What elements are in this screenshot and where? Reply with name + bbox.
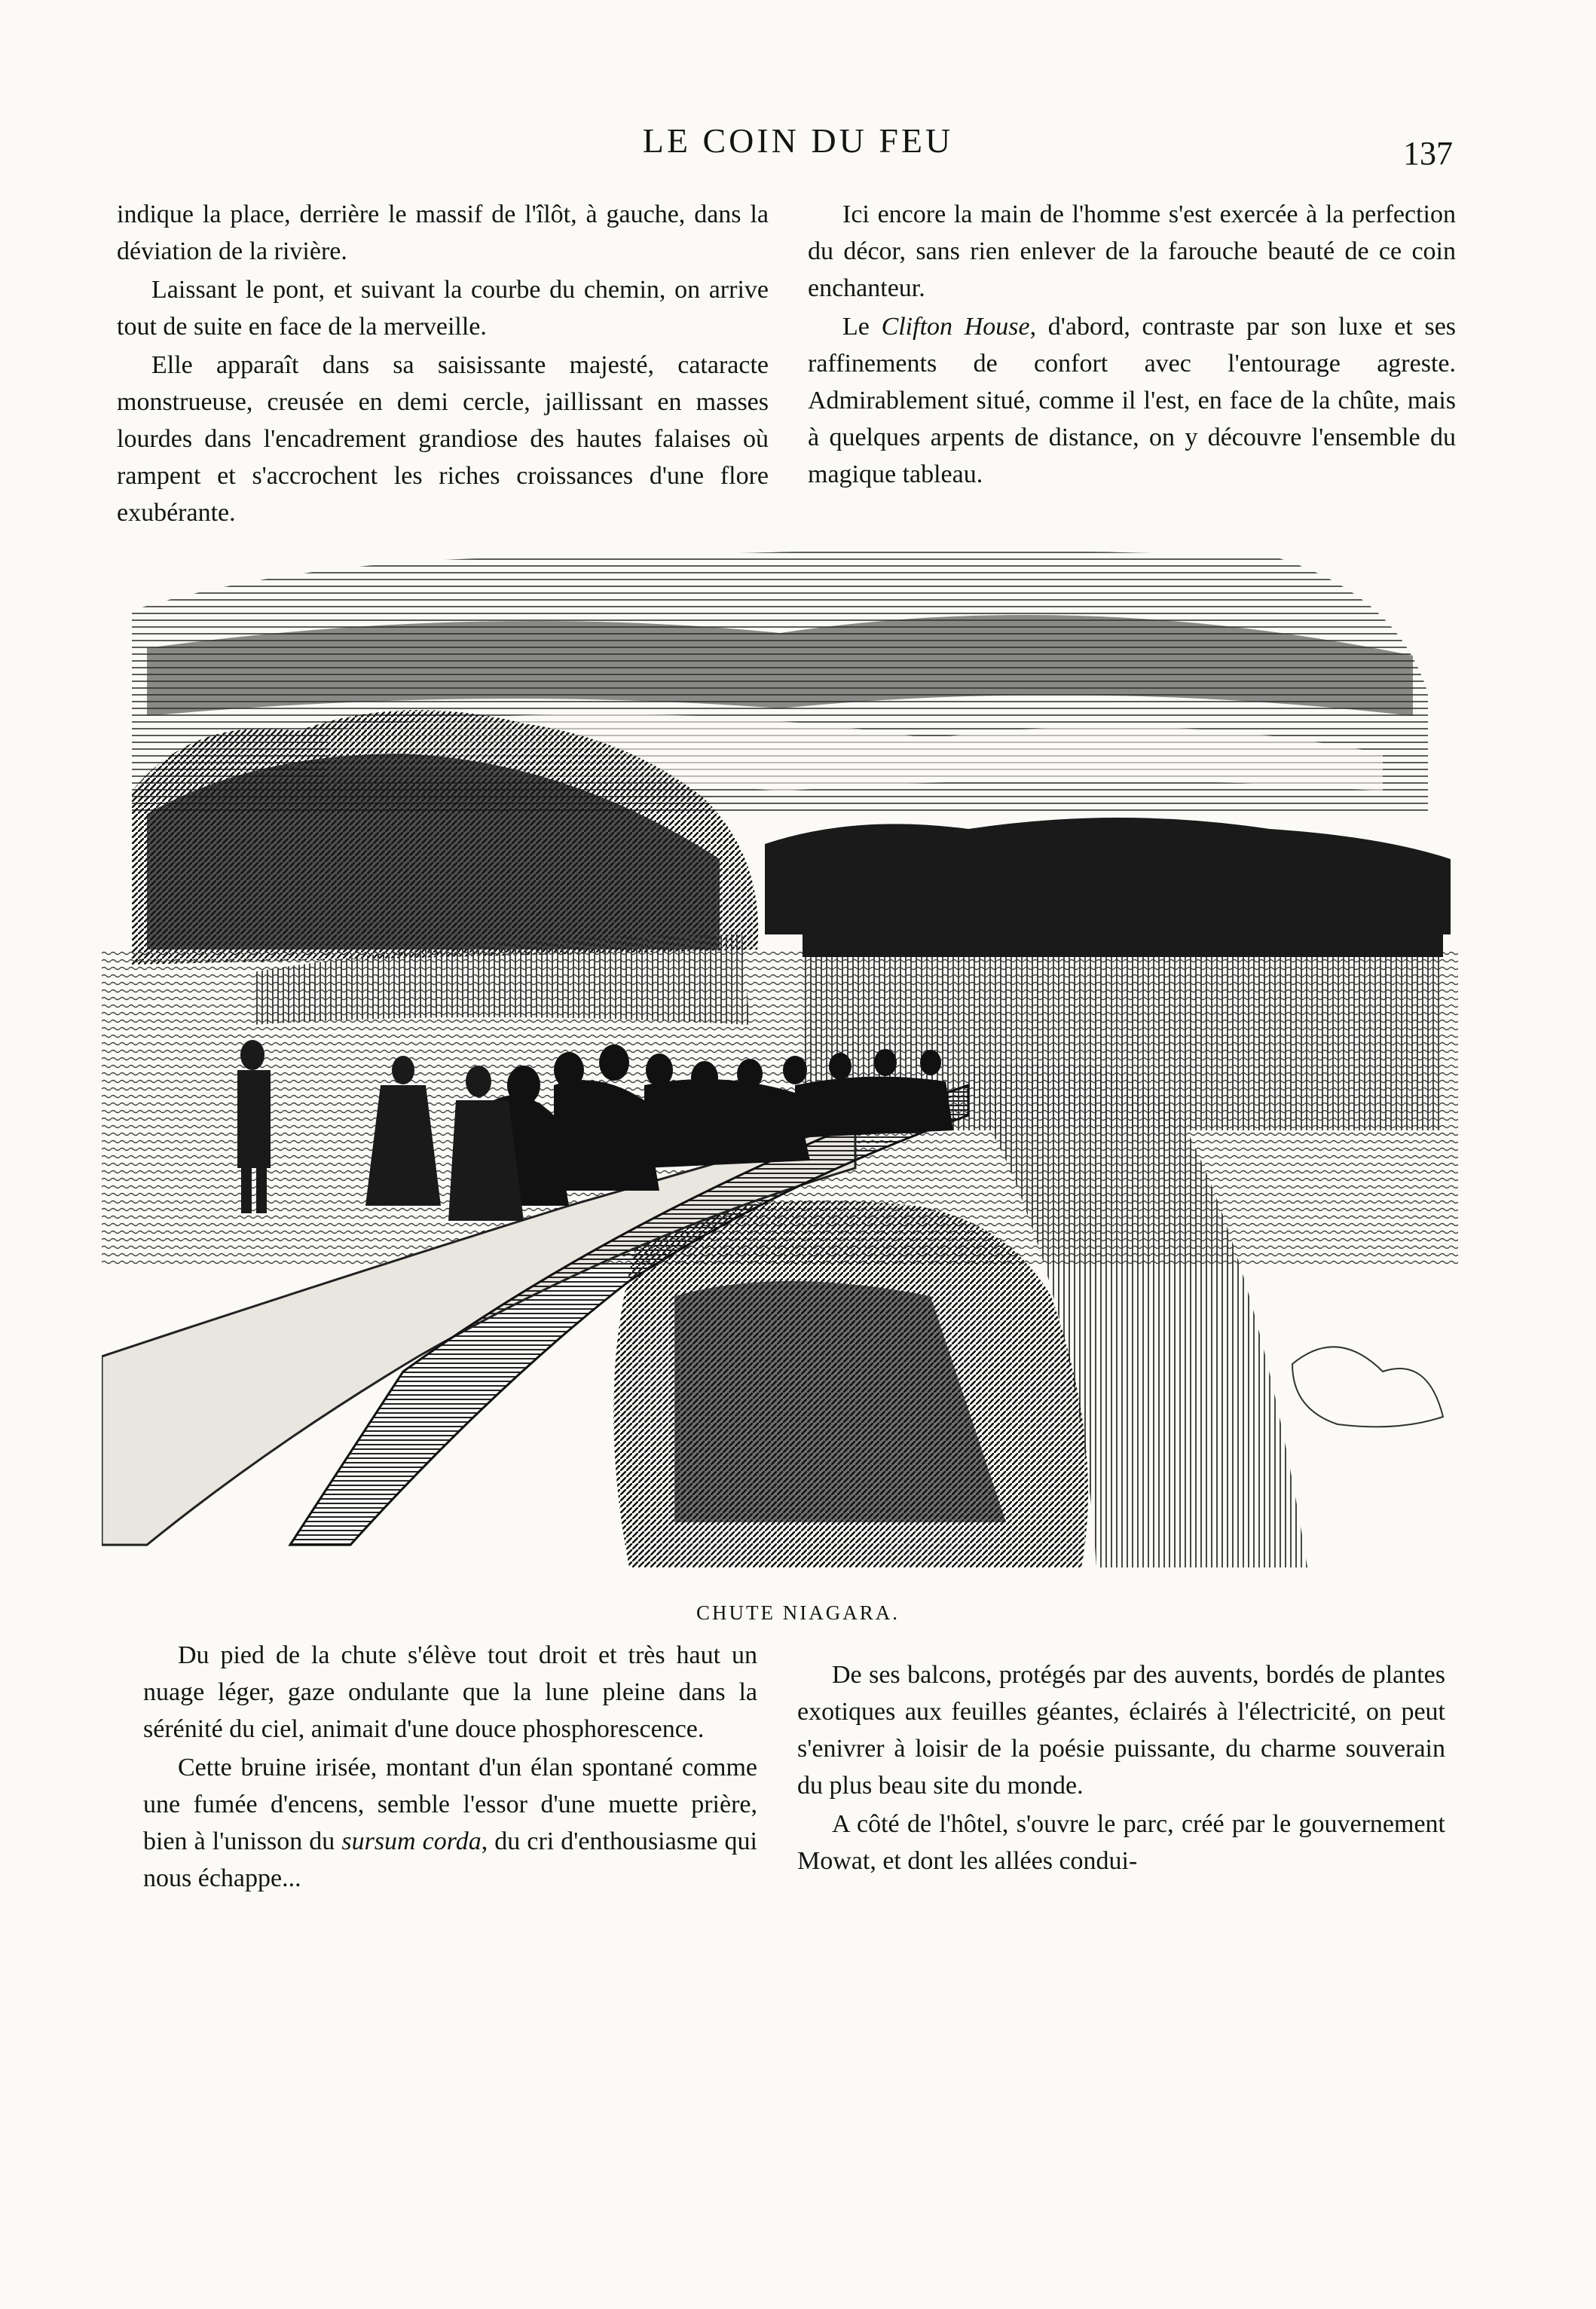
paragraph: Elle apparaît dans sa saisissante majesté, cataracte monstrueuse, creusée en demi cercle, jaillissant en masses lourdes dans l'encadrement grandiose des hautes falaises où rampent et s'accrochent les riches croissances d'une flore exubérante. <box>117 351 769 527</box>
engraving-illustration <box>102 543 1458 1583</box>
column-top-right <box>808 196 1456 493</box>
text-run: , d'abord, contraste par son luxe et ses raffinements de confort avec l'entourage agreste. Admirablement situé, comme il l'est, en face de la chûte, mais à quelques arpents de distance, on y découvre l'ensemble du magique tableau. <box>808 313 1457 488</box>
paragraph: indique la place, derrière le massif de l'îlôt, à gauche, dans la déviation de la rivière. <box>117 200 769 265</box>
column-top-left <box>117 196 769 531</box>
paragraph: De ses balcons, protégés par des auvents, bordés de plantes exotiques aux feuilles géantes, éclairés à l'électricité, on peut s'enivrer à loisir de la poésie puissante, du charme souverain du plus beau site du monde. <box>797 1661 1445 1800</box>
mist <box>1292 1347 1443 1427</box>
engraving-niagara-falls <box>102 543 1458 1583</box>
paragraph: A côté de l'hôtel, s'ouvre le parc, créé par le gouvernement Mowat, et dont les allées condui- <box>797 1810 1445 1875</box>
page-header <box>0 121 1596 173</box>
figure-caption: CHUTE NIAGARA. <box>696 1601 900 1624</box>
text-run: Cette bruine irisée, montant d'un élan spontané comme une fumée d'encens, semble l'essor d'une muette prière, bien à l'unisson du <box>143 1754 757 1855</box>
paragraph <box>143 1749 757 1897</box>
italic-hotel-name: Clifton House <box>881 313 1030 341</box>
paragraph <box>808 308 1456 493</box>
paragraph: Laissant le pont, et suivant la courbe du chemin, on arrive tout de suite en face de la merveille. <box>117 276 769 341</box>
paragraph: Ici encore la main de l'homme s'est exercée à la perfection du décor, sans rien enlever de la farouche beauté de ce coin enchanteur. <box>808 200 1456 302</box>
running-title: LE COIN DU FEU <box>642 121 954 160</box>
italic-latin-phrase: sursum corda <box>341 1827 482 1855</box>
far-shore-trees <box>765 818 1451 934</box>
column-bottom-left <box>143 1637 757 1897</box>
text-run: , du cri d'enthousiasme qui nous échappe... <box>143 1827 757 1892</box>
text-run: Le <box>842 313 882 341</box>
page-number: 137 <box>1403 135 1453 172</box>
paragraph: Du pied de la chute s'élève tout droit et très haut un nuage léger, gaze ondulante que la lune pleine dans la sérénité du ciel, animait d'une douce phosphorescence. <box>143 1641 757 1743</box>
column-bottom-right <box>797 1656 1445 1879</box>
